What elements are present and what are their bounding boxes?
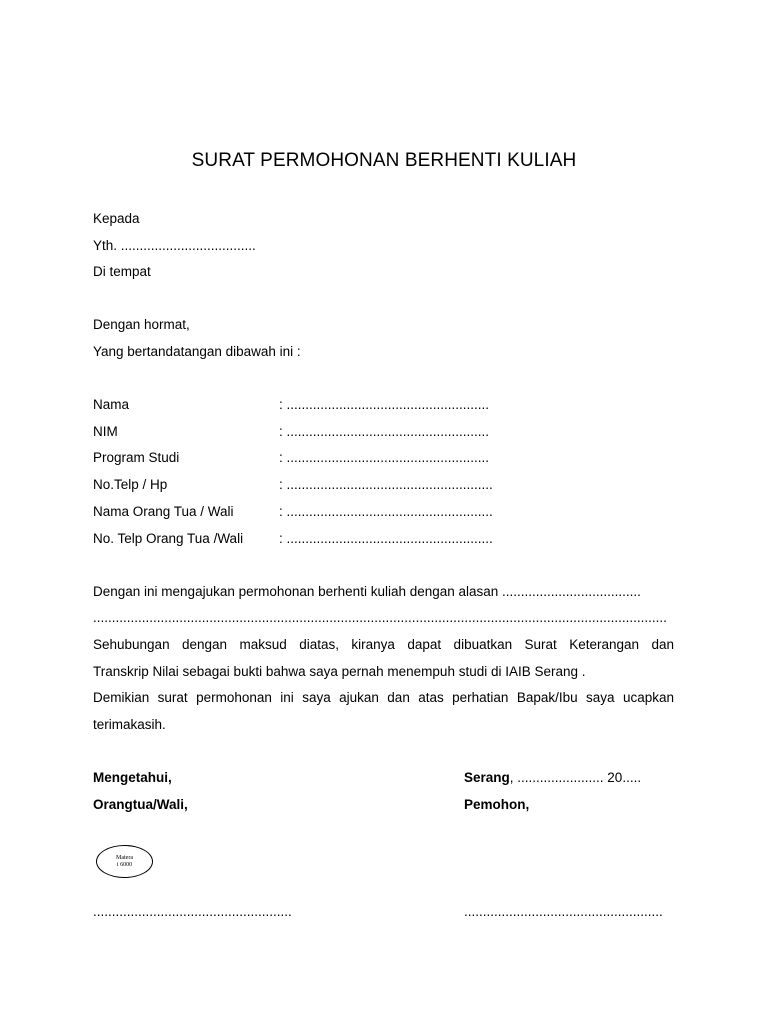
reason-line: Dengan ini mengajukan permohonan berhenti kuliah dengan alasan .....................................	[93, 584, 641, 599]
signature-date: , ....................... 20.....	[509, 770, 642, 785]
field-value-telp-ortu: : .......................................................	[279, 531, 493, 546]
field-value-nama-ortu: : .......................................................	[279, 504, 493, 519]
signature-left-line: .....................................................	[93, 904, 292, 919]
signature-right-line: .....................................................	[464, 904, 663, 919]
signature-left-heading: Mengetahui,	[93, 770, 172, 785]
reason-continuation: .........................................................................................................................................................	[93, 610, 667, 625]
paragraph-2-line-1-text: Demikian surat permohonan ini saya ajukan dan atas perhatian Bapak/Ibu saya ucapkan	[93, 690, 674, 705]
signature-place: Serang	[464, 770, 510, 785]
field-label-nama: Nama	[93, 397, 130, 412]
paragraph-2-line-2: terimakasih.	[93, 717, 166, 732]
recipient-place: Di tempat	[93, 264, 151, 279]
field-value-telp: : .......................................................	[279, 477, 493, 492]
field-value-program-studi: : ......................................................	[279, 450, 490, 465]
field-value-nama: : ......................................................	[279, 397, 490, 412]
field-label-telp: No.Telp / Hp	[93, 477, 168, 492]
signature-place-date	[464, 769, 641, 787]
paragraph-1-line-1	[93, 636, 674, 654]
greeting: Dengan hormat,	[93, 317, 190, 332]
paragraph-1-line-1-text: Sehubungan dengan maksud diatas, kiranya dapat dibuatkan Surat Keterangan dan	[93, 637, 674, 652]
intro: Yang bertandatangan dibawah ini :	[93, 344, 301, 359]
signature-left-role: Orangtua/Wali,	[93, 797, 188, 812]
signature-right-role: Pemohon,	[464, 797, 530, 812]
field-label-nim: NIM	[93, 424, 118, 439]
stamp-line-1: Matera	[116, 855, 133, 861]
field-label-nama-ortu: Nama Orang Tua / Wali	[93, 504, 234, 519]
recipient-yth: Yth. ....................................	[93, 238, 256, 253]
paragraph-2-line-1	[93, 689, 674, 707]
field-value-nim: : ......................................................	[279, 424, 490, 439]
field-label-telp-ortu: No. Telp Orang Tua /Wali	[93, 531, 244, 546]
materai-stamp	[96, 845, 153, 878]
paragraph-1-line-2: Transkrip Nilai sebagai bukti bahwa saya pernah menempuh studi di IAIB Serang .	[93, 664, 586, 679]
letter-title: SURAT PERMOHONAN BERHENTI KULIAH	[191, 150, 577, 171]
recipient-to: Kepada	[93, 211, 140, 226]
stamp-line-2: i 6000	[116, 862, 133, 868]
field-label-program-studi: Program Studi	[93, 450, 180, 465]
